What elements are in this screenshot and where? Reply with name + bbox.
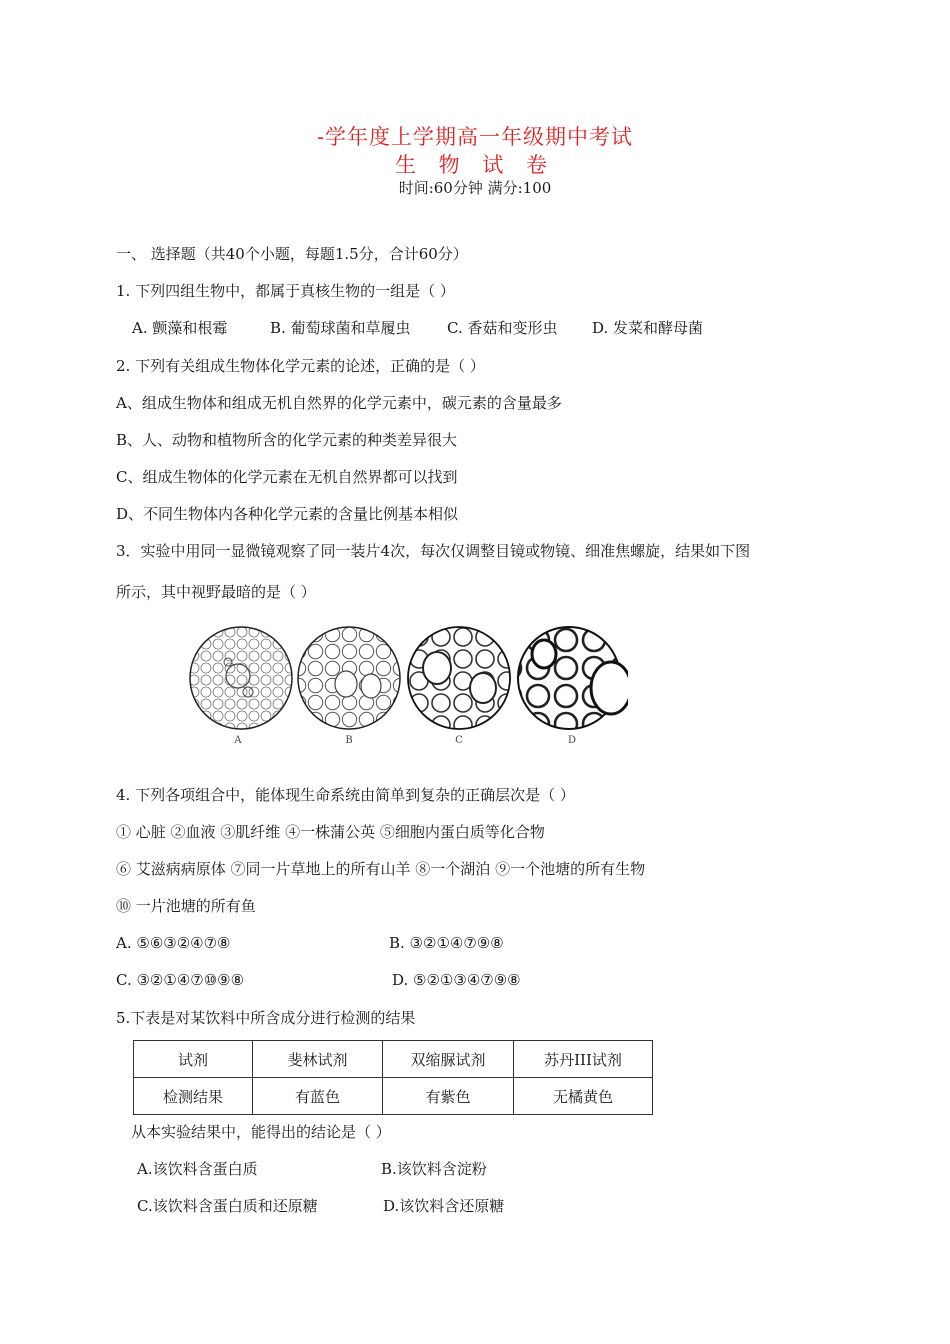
- table-row: [134, 1041, 653, 1078]
- q4-items-line2: ⑥ 艾滋病病原体 ⑦同一片草地上的所有山羊 ⑧一个湖泊 ⑨一个池塘的所有生物: [116, 860, 646, 878]
- microscope-figure: [188, 626, 628, 752]
- q2-option-d: D、不同生物体内各种化学元素的含量比例基本相似: [116, 505, 459, 523]
- q2-option-a: A、组成生物体和组成无机自然界的化学元素中，碳元素的含量最多: [116, 394, 562, 412]
- q4-option-d: D. ⑤②①③④⑦⑨⑧: [392, 971, 521, 989]
- table-cell: 有紫色: [383, 1078, 514, 1115]
- table-cell: 双缩脲试剂: [383, 1041, 514, 1078]
- q4-option-b: B. ③②①④⑦⑨⑧: [389, 934, 504, 952]
- q5-option-b: B.该饮料含淀粉: [381, 1160, 487, 1178]
- results-table: [133, 1040, 653, 1115]
- subject-title: 生 物 试 卷: [394, 153, 556, 177]
- q1-option-c: C. 香菇和变形虫: [447, 319, 558, 337]
- microscope-view-c: [408, 627, 510, 729]
- q5-option-a: A.该饮料含蛋白质: [137, 1160, 258, 1178]
- figure-label-d: D: [567, 735, 577, 746]
- microscope-view-b: [298, 627, 400, 729]
- table-cell: 试剂: [134, 1041, 253, 1078]
- q1-stem: 1. 下列四组生物中，都属于真核生物的一组是（ ）: [116, 282, 455, 300]
- q4-items-line1: ① 心脏 ②血液 ③肌纤维 ④一株蒲公英 ⑤细胞内蛋白质等化合物: [116, 823, 545, 841]
- figure-label-c: C: [455, 735, 463, 746]
- table-cell: 苏丹III试剂: [514, 1041, 653, 1078]
- table-cell: 无橘黄色: [514, 1078, 653, 1115]
- table-cell: 检测结果: [134, 1078, 253, 1115]
- q3-stem-line2: 所示，其中视野最暗的是（ ）: [116, 583, 316, 601]
- q2-stem: 2. 下列有关组成生物体化学元素的论述，正确的是（ ）: [116, 357, 485, 375]
- q4-stem: 4. 下列各项组合中，能体现生命系统由简单到复杂的正确层次是（ ）: [116, 786, 575, 804]
- table-cell: 斐林试剂: [253, 1041, 383, 1078]
- table-cell: 有蓝色: [253, 1078, 383, 1115]
- microscope-view-a: [190, 627, 292, 729]
- q5-option-c: C.该饮料含蛋白质和还原糖: [137, 1197, 318, 1215]
- q1-option-b: B. 葡萄球菌和草履虫: [270, 319, 411, 337]
- q1-option-d: D. 发菜和酵母菌: [592, 319, 704, 337]
- figure-label-b: B: [345, 735, 353, 746]
- q4-items-line3: ⑩ 一片池塘的所有鱼: [116, 897, 256, 915]
- q5-question: 从本实验结果中，能得出的结论是（ ）: [131, 1123, 391, 1141]
- q3-stem-line1: 3．实验中用同一显微镜观察了同一装片4次，每次仅调整目镜或物镜、细准焦螺旋，结果如下图: [116, 542, 751, 560]
- q5-stem: 5.下表是对某饮料中所含成分进行检测的结果: [116, 1009, 416, 1027]
- q1-option-a: A. 颤藻和根霉: [132, 319, 228, 337]
- table-row: [134, 1078, 653, 1115]
- time-info: 时间:60分钟 满分:100: [398, 179, 552, 197]
- exam-title: -学年度上学期高一年级期中考试: [316, 125, 634, 149]
- q4-option-a: A. ⑤⑥③②④⑦⑧: [116, 934, 231, 952]
- q4-option-c: C. ③②①④⑦⑩⑨⑧: [116, 971, 245, 989]
- q2-option-b: B、人、动物和植物所含的化学元素的种类差异很大: [116, 431, 458, 449]
- q5-option-d: D.该饮料含还原糖: [383, 1197, 505, 1215]
- section-heading: 一、 选择题（共40个小题，每题1.5分，合计60分）: [116, 245, 468, 263]
- microscope-view-d: [518, 627, 628, 729]
- figure-label-a: A: [234, 735, 242, 746]
- q2-option-c: C、组成生物体的化学元素在无机自然界都可以找到: [116, 468, 458, 486]
